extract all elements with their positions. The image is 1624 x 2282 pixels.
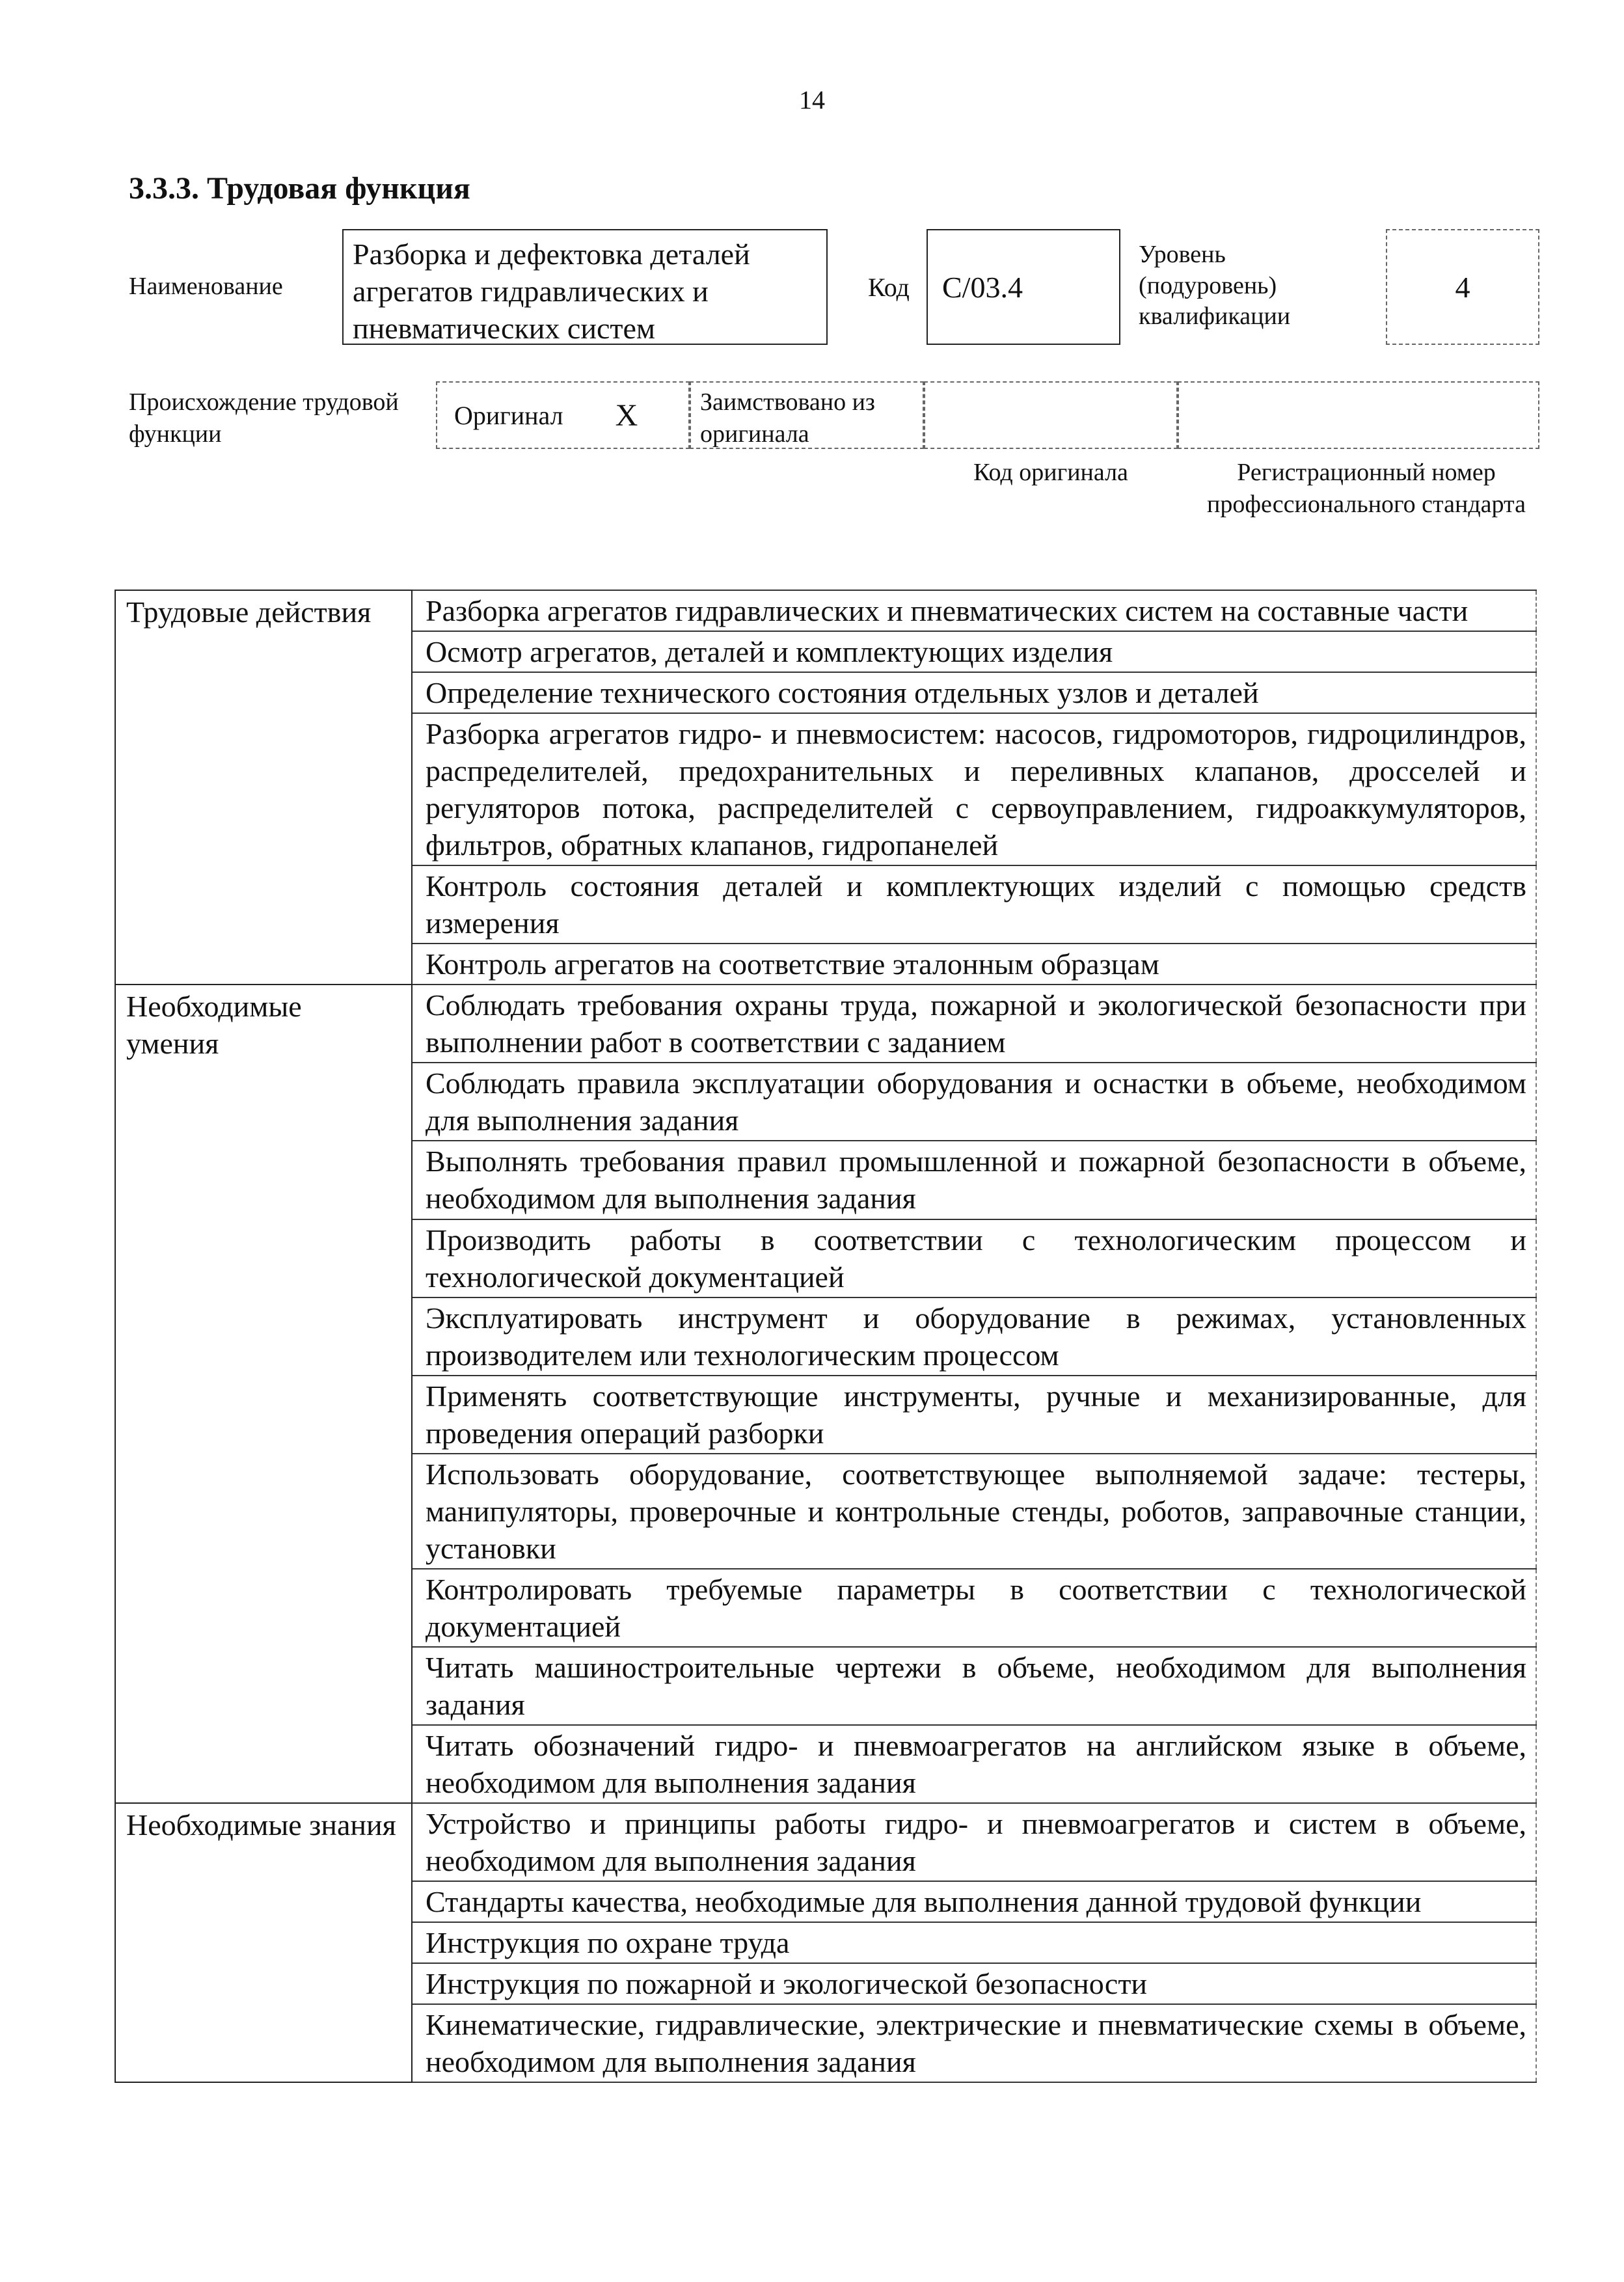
level-label: Уровень (подуровень) квалификации bbox=[1139, 241, 1291, 330]
section-label: Необходимые знания bbox=[115, 1803, 412, 2082]
section-item: Разборка агрегатов гидравлических и пневматических систем на составные части bbox=[412, 590, 1536, 631]
reg-number-cell bbox=[1178, 381, 1539, 449]
section-item: Соблюдать правила эксплуатации оборудования и оснастки в объеме, необходимом для выполнения задания bbox=[412, 1063, 1536, 1141]
section-item: Осмотр агрегатов, деталей и комплектующих изделия bbox=[412, 631, 1536, 672]
function-table bbox=[115, 590, 1537, 2083]
table-row bbox=[115, 1803, 1536, 1881]
section-item: Инструкция по охране труда bbox=[412, 1922, 1536, 1963]
section-title: 3.3.3. Трудовая функция bbox=[129, 171, 470, 206]
original-mark: X bbox=[615, 398, 638, 433]
section-item: Выполнять требования правил промышленной и пожарной безопасности в объеме, необходимом для выполнения задания bbox=[412, 1141, 1536, 1219]
reg-number-caption: Регистрационный номер профессионального стандарта bbox=[1207, 459, 1526, 519]
code-original-cell bbox=[924, 381, 1178, 449]
code-box bbox=[927, 229, 1120, 345]
section-item: Производить работы в соответствии с технологическим процессом и технологической документацией bbox=[412, 1219, 1536, 1297]
section-item: Стандарты качества, необходимые для выполнения данной трудовой функции bbox=[412, 1881, 1536, 1922]
borrowed-cell bbox=[690, 381, 924, 449]
section-item: Применять соответствующие инструменты, ручные и механизированные, для проведения операций разборки bbox=[412, 1376, 1536, 1454]
section-item: Читать обозначений гидро- и пневмоагрегатов на английском языке в объеме, необходимом для выполнения задания bbox=[412, 1725, 1536, 1803]
function-name-value: Разборка и дефектовка деталей агрегатов гидравлических и пневматических систем bbox=[353, 238, 750, 346]
section-item: Контроль агрегатов на соответствие эталонным образцам bbox=[412, 944, 1536, 985]
origin-label: Происхождение трудовой функции bbox=[129, 388, 399, 448]
page-number: 14 bbox=[799, 85, 825, 115]
borrowed-label: Заимствовано из оригинала bbox=[700, 388, 875, 448]
section-item: Инструкция по пожарной и экологической безопасности bbox=[412, 1963, 1536, 2004]
section-label: Необходимые умения bbox=[115, 985, 412, 1803]
code-original-caption: Код оригинала bbox=[973, 459, 1128, 486]
section-item: Устройство и принципы работы гидро- и пневмоагрегатов и систем в объеме, необходимом для выполнения задания bbox=[412, 1803, 1536, 1881]
level-value: 4 bbox=[1455, 270, 1470, 304]
code-value: C/03.4 bbox=[942, 270, 1023, 304]
section-item: Кинематические, гидравлические, электрические и пневматические схемы в объеме, необходимом для выполнения задания bbox=[412, 2004, 1536, 2082]
section-item: Контролировать требуемые параметры в соответствии с технологической документацией bbox=[412, 1569, 1536, 1647]
original-label: Оригинал bbox=[454, 400, 563, 430]
section-item: Эксплуатировать инструмент и оборудование в режимах, установленных производителем или технологическим процессом bbox=[412, 1297, 1536, 1376]
origin-row bbox=[436, 381, 1539, 449]
section-item: Разборка агрегатов гидро- и пневмосистем: насосов, гидромоторов, гидроцилиндров, распределителей, предохранительных и переливных клапанов, дросселей и регуляторов потока, распределителей с сервоуправлением, гидроаккумуляторов, фильтров, обратных клапанов, гидропанелей bbox=[412, 713, 1536, 865]
original-cell bbox=[436, 381, 690, 449]
section-item: Соблюдать требования охраны труда, пожарной и экологической безопасности при выполнении работ в соответствии с заданием bbox=[412, 985, 1536, 1063]
section-item: Использовать оборудование, соответствующее выполняемой задаче: тестеры, манипуляторы, проверочные и контрольные стенды, роботов, заправочные станции, установки bbox=[412, 1454, 1536, 1569]
section-label: Трудовые действия bbox=[115, 590, 412, 985]
name-label: Наименование bbox=[129, 273, 283, 300]
code-label: Код bbox=[868, 273, 910, 302]
section-item: Контроль состояния деталей и комплектующих изделий с помощью средств измерения bbox=[412, 865, 1536, 944]
section-item: Определение технического состояния отдельных узлов и деталей bbox=[412, 672, 1536, 713]
table-row bbox=[115, 985, 1536, 1063]
level-box bbox=[1386, 229, 1539, 345]
section-item: Читать машиностроительные чертежи в объеме, необходимом для выполнения задания bbox=[412, 1647, 1536, 1725]
function-name-box bbox=[342, 229, 828, 345]
table-row bbox=[115, 590, 1536, 631]
